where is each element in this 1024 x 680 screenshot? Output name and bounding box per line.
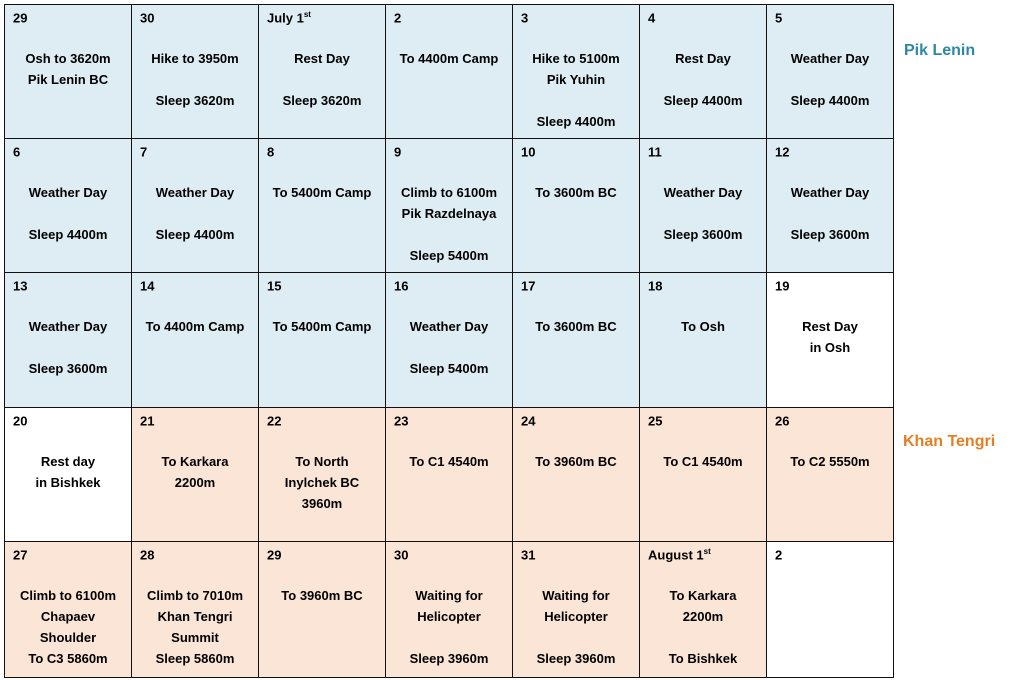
day-plan: To C2 5550m: [790, 454, 870, 469]
day-cell: [132, 408, 259, 542]
day-cell: [259, 139, 386, 273]
day-cell: [132, 273, 259, 408]
day-cell: [513, 408, 640, 542]
week-row: [5, 139, 894, 273]
day-date: 15: [267, 278, 282, 294]
day-cell: [640, 5, 767, 139]
day-date: 16: [394, 278, 409, 294]
day-cell: [5, 408, 132, 542]
day-plan: Rest day in Bishkek: [35, 454, 101, 490]
day-plan: Rest Day Sleep 4400m: [663, 51, 743, 108]
day-plan: Waiting for Helicopter Sleep 3960m: [536, 588, 616, 666]
day-date: 22: [267, 413, 282, 429]
day-date: 2: [775, 547, 783, 563]
day-plan: Weather Day Sleep 4400m: [155, 185, 235, 242]
day-plan: Climb to 7010m Khan Tengri Summit Sleep 5860m: [146, 588, 244, 666]
day-plan: Weather Day Sleep 3600m: [663, 185, 743, 242]
day-plan: To 3600m BC: [535, 185, 617, 200]
day-date: 17: [521, 278, 536, 294]
day-cell: [132, 139, 259, 273]
day-plan: To North Inylchek BC 3960m: [284, 454, 360, 511]
day-plan: Weather Day Sleep 3600m: [790, 185, 870, 242]
day-cell: [259, 542, 386, 678]
day-cell: [640, 139, 767, 273]
week-row: [5, 273, 894, 408]
day-plan: Hike to 3950m Sleep 3620m: [151, 51, 239, 108]
day-date: 28: [140, 547, 155, 563]
day-cell: [259, 408, 386, 542]
day-plan: Weather Day Sleep 4400m: [790, 51, 870, 108]
day-date: 20: [13, 413, 28, 429]
day-cell: [386, 408, 513, 542]
day-cell: [132, 542, 259, 678]
day-cell: [386, 5, 513, 139]
day-date: 27: [13, 547, 28, 563]
day-plan: To 5400m Camp: [272, 185, 372, 200]
day-cell: [767, 139, 894, 273]
day-date: 29: [267, 547, 282, 563]
day-plan: To 3600m BC: [535, 319, 617, 334]
day-cell: [513, 542, 640, 678]
itinerary-calendar: [4, 4, 894, 678]
day-plan: Rest Day Sleep 3620m: [282, 51, 362, 108]
day-plan: To C1 4540m: [663, 454, 743, 469]
day-cell: [259, 273, 386, 408]
day-plan: Rest Day in Osh: [802, 319, 858, 355]
day-cell: [5, 273, 132, 408]
day-cell: [386, 273, 513, 408]
day-date: 18: [648, 278, 663, 294]
day-plan: To 4400m Camp: [145, 319, 245, 334]
day-plan: To 3960m BC: [535, 454, 617, 469]
day-date: 6: [13, 144, 21, 160]
day-date: 10: [521, 144, 536, 160]
day-date: 4: [648, 10, 656, 26]
day-cell: [640, 273, 767, 408]
day-date: 8: [267, 144, 275, 160]
day-cell: [767, 408, 894, 542]
day-date: 5: [775, 10, 783, 26]
day-cell: [767, 273, 894, 408]
day-cell: [5, 139, 132, 273]
day-date: 19: [775, 278, 790, 294]
day-date: 25: [648, 413, 663, 429]
day-cell: [259, 5, 386, 139]
day-plan: To Osh: [681, 319, 725, 334]
day-date: 13: [13, 278, 28, 294]
day-cell: [386, 542, 513, 678]
day-plan: Waiting for Helicopter Sleep 3960m: [409, 588, 489, 666]
day-plan: To Karkara 2200m: [161, 454, 229, 490]
day-plan: Climb to 6100m Pik Razdelnaya Sleep 5400m: [400, 185, 498, 263]
week-row: [5, 542, 894, 678]
day-date: 3: [521, 10, 529, 26]
day-plan: Hike to 5100m Pik Yuhin Sleep 4400m: [532, 51, 620, 129]
day-date: 2: [394, 10, 402, 26]
day-date: 31: [521, 547, 536, 563]
day-plan: Weather Day Sleep 3600m: [28, 319, 108, 376]
day-date: 29: [13, 10, 28, 26]
day-plan: To 3960m BC: [281, 588, 363, 603]
day-plan: Osh to 3620m Pik Lenin BC: [25, 51, 111, 87]
day-plan: Weather Day Sleep 5400m: [409, 319, 489, 376]
day-date: 23: [394, 413, 409, 429]
day-cell: [513, 139, 640, 273]
day-plan: To C1 4540m: [409, 454, 489, 469]
day-plan: To 5400m Camp: [272, 319, 372, 334]
day-plan: To 4400m Camp: [399, 51, 499, 66]
day-date: 11: [648, 144, 662, 160]
day-plan: To Karkara 2200m To Bishkek: [668, 588, 738, 666]
day-cell: [513, 273, 640, 408]
pik-lenin-label: Pik Lenin: [904, 42, 976, 59]
day-date: August 1st: [648, 547, 711, 563]
day-cell: [640, 542, 767, 678]
day-plan: Weather Day Sleep 4400m: [28, 185, 108, 242]
day-cell: [132, 5, 259, 139]
day-cell: [640, 408, 767, 542]
day-date: 30: [140, 10, 155, 26]
day-date: 7: [140, 144, 148, 160]
day-date: 21: [140, 413, 155, 429]
day-date: 9: [394, 144, 402, 160]
day-cell: [386, 139, 513, 273]
khan-tengri-label: Khan Tengri: [903, 433, 996, 450]
week-row: [5, 5, 894, 139]
day-date: July 1st: [267, 10, 311, 26]
day-cell: [767, 5, 894, 139]
day-cell: [513, 5, 640, 139]
day-cell: [5, 5, 132, 139]
week-row: [5, 408, 894, 542]
day-date: 14: [140, 278, 155, 294]
day-plan: Climb to 6100m Chapaev Shoulder To C3 5860m: [19, 588, 117, 666]
day-cell: [5, 542, 132, 678]
day-date: 24: [521, 413, 536, 429]
day-date: 26: [775, 413, 790, 429]
day-date: 12: [775, 144, 790, 160]
day-date: 30: [394, 547, 409, 563]
day-cell: [767, 542, 894, 678]
